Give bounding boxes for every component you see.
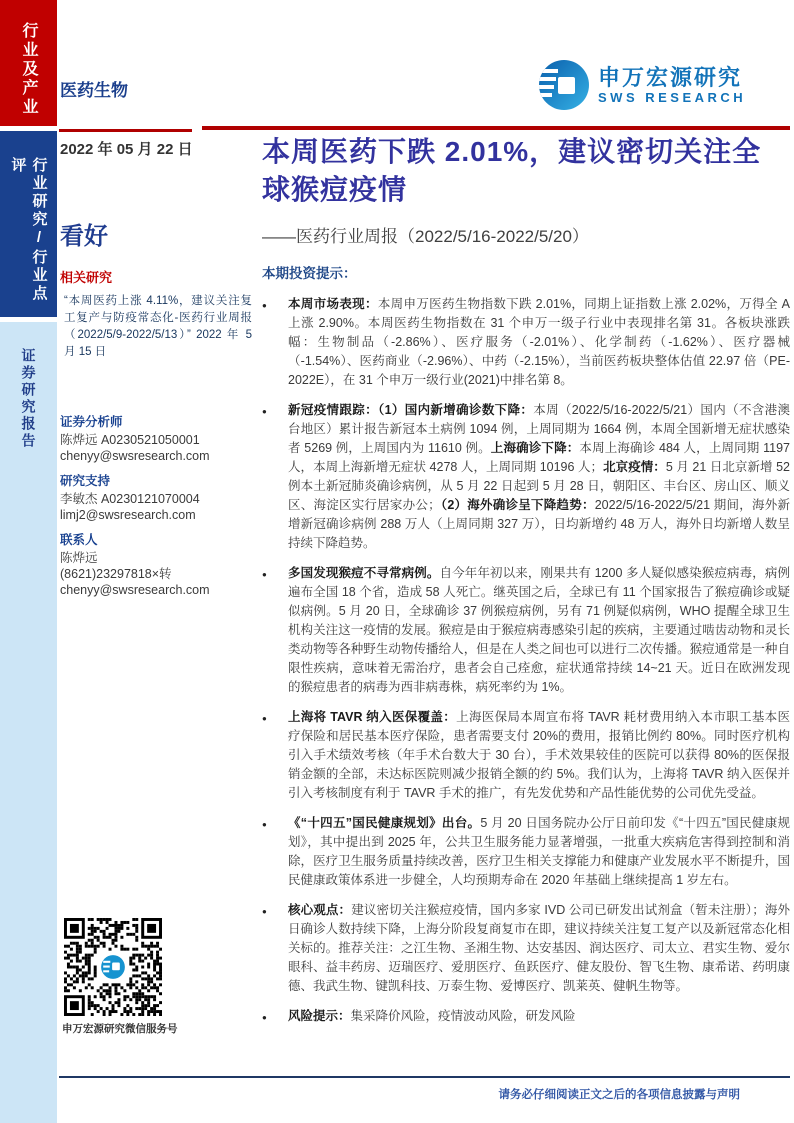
bullet-text: 《“十四五”国民健康规划》出台。5 月 20 日国务院办公厅日前印发《“十四五”国民健康规划》，其中提出到 2025 年，公共卫生服务能力显著增强，一批重大疾病危害得到控制和消除，医疗卫生服务质量持续改善，医疗卫生相关支撑能力和健康产业发展水平不断提升，国民健康政策体系进一步健全，人均预期寿命在 2020 年基础上继续提高 1 岁左右。 bbox=[288, 816, 790, 887]
bullet-item bbox=[262, 814, 790, 890]
report-title: 本周医药下跌 2.01%，建议密切关注全球猴痘疫情 bbox=[262, 136, 762, 205]
info-column bbox=[60, 216, 252, 605]
analyst-block bbox=[60, 412, 252, 464]
sws-logo-icon bbox=[538, 57, 590, 113]
bullet-dot-icon: ● bbox=[262, 407, 267, 416]
related-research-text: “本周医药上涨 4.11%，建议关注复工复产与防疫常态化-医药行业周报（2022/5/9-2022/5/13）” 2022 年 5 月 15 日 bbox=[64, 295, 252, 358]
sidebar-band-report-type bbox=[0, 322, 57, 1123]
analyst-header: 证券分析师 bbox=[60, 415, 123, 429]
contact-phone: (8621)23297818×转 bbox=[60, 567, 172, 581]
footer-disclaimer: 请务必仔细阅读正文之后的各项信息披露与声明 bbox=[498, 1089, 740, 1101]
bullet-dot-icon: ● bbox=[262, 714, 267, 723]
sws-logo-text bbox=[598, 66, 746, 105]
bullet-dot-icon: ● bbox=[262, 907, 267, 916]
wechat-qr-code bbox=[64, 918, 162, 1016]
bullet-item bbox=[262, 1007, 790, 1027]
sidebar-band-research-type-label: 行业研究/行业点评 bbox=[9, 157, 48, 303]
bullet-text: 本周市场表现：本周申万医药生物指数下跌 2.01%，同期上证指数上涨 2.02%，万得全 A 上涨 2.90%。本周医药生物指数在 31 个申万一级子行业中表现排名第 31。各板块涨跌幅：生物制品（-2.86%）、医疗服务（-2.01%）、化学制药（-1.62%）、医疗器械（-1.54%）、医药商业（-2.96%）、中药（-2.15%），当前医药板块整体估值 22.97 倍（PE-2022E），在 31 个申万一级行业(2021)中排名第 8。 bbox=[288, 297, 790, 387]
contact-header: 联系人 bbox=[60, 533, 98, 547]
bullet-text: 上海将 TAVR 纳入医保覆盖：上海医保局本周宣布将 TAVR 耗材费用纳入本市职工基本医疗保险和居民基本医疗保险，患者需要支付 20%的费用，报销比例约 80%。同时医疗机构引入手术绩效考核（年手术台数大于 30 台），手术效果较佳的医院可以获得 80%的医保报销金额的全部，未达标医院则减少报销全额的约 5%。我们认为，上海将 TAVR 纳入医保并引入考核制度有利于 TAVR 手术的推广，有先发优势和产品性能优势的公司优先受益。 bbox=[288, 710, 790, 800]
report-date: 2022 年 05 月 22 日 bbox=[60, 141, 193, 158]
support-name: 李敏杰 A0230121070004 bbox=[60, 492, 200, 506]
investment-tips-header: 本期投资提示： bbox=[262, 266, 357, 281]
bullet-item bbox=[262, 564, 790, 697]
bullet-item bbox=[262, 295, 790, 390]
support-header: 研究支持 bbox=[60, 474, 111, 488]
bullet-dot-icon: ● bbox=[262, 570, 267, 579]
sws-logo-cn: 申万宏源研究 bbox=[598, 64, 743, 90]
sidebar-band-industry bbox=[0, 0, 57, 126]
sidebar-band-industry-label: 行业及产业 bbox=[20, 22, 37, 117]
industry-category: 医药生物 bbox=[60, 81, 128, 100]
sws-logo bbox=[538, 57, 746, 113]
support-block bbox=[60, 471, 252, 523]
related-research-header: 相关研究 bbox=[60, 270, 113, 285]
bullet-text: 核心观点：建议密切关注猴痘疫情，国内多家 IVD 公司已研发出试剂盒（暂未注册）；海外日确诊人数持续下降，上海分阶段复商复市在即，建议持续关注复工复产以及新冠常态化相关标的。推荐关注：之江生物、圣湘生物、达安基因、润达医疗、司太立、君实生物、爱尔眼科、益丰药房、迈瑞医疗、爱朋医疗、鱼跃医疗、健友股份、智飞生物、康希诺、药明康德、我武生物、键凯科技、万泰生物、爱博医疗、凯莱英、健帆生物等。 bbox=[288, 903, 790, 993]
bullet-text: 新冠疫情跟踪：（1）国内新增确诊数下降：本周（2022/5/16-2022/5/21）国内（不含港澳台地区）累计报告新冠本土病例 1094 例，上周同期为 1664 例，本周全国新增无症状感染者 5269 例，上周国内为 11610 例。上海确诊下降：本周上海确诊 484 人，上周同期 1197 人，本周上海新增无症状 4278 人，上周同期 10196 人；北京疫情：5 月 21 日北京新增 52 例本土新冠肺炎确诊病例，从 5 月 22 日起到 5 月 28 日，朝阳区、丰台区、房山区、顺义区、海淀区实行居家办公；（2）海外确诊呈下降趋势：2022/5/16-2022/5/21 期间，海外新增新冠确诊病例 288 万人（上周同期 327 万），日均新增约 48 万人，海外日均新增人数呈持续下降趋势。 bbox=[288, 403, 791, 550]
bullet-text: 风险提示：集采降价风险，疫情波动风险，研发风险 bbox=[288, 1009, 576, 1023]
analyst-email: chenyy@swsresearch.com bbox=[60, 449, 210, 463]
bullet-item bbox=[262, 708, 790, 803]
bullet-text: 多国发现猴痘不寻常病例。自今年年初以来，刚果共有 1200 多人疑似感染猴痘病毒，病例遍布全国 18 个省，造成 58 人死亡。继英国之后，全球已有 11 个国家报告了猴痘确诊或疑似病例。5 月 20 日，全球确诊 37 例猴痘病例，另有 71 例疑似病例，WHO 提醒全球卫生机构关注这一疫情的发展。猴痘是由于猴痘病毒感染引起的疾病，主要通过啮齿动物和灵长类动物等各种野生动物传播给人，但是在人类之间也可以进行二次传播。猴痘通常是一种自限性疾病，意味着无需治疗，患者会自己痊愈，症状通常持续 14~21 天。近日在欧洲发现的猴痘患者的病毒为西非病毒株，病死率约为 1%。 bbox=[288, 566, 790, 694]
bullet-item bbox=[262, 901, 790, 996]
sidebar-band-report-type-label: 证券研究报告 bbox=[20, 348, 37, 450]
support-email: limj2@swsresearch.com bbox=[60, 508, 196, 522]
sws-logo-en: SWS RESEARCH bbox=[598, 89, 747, 105]
sidebar-band-research-type bbox=[0, 131, 57, 317]
red-rule-left bbox=[59, 129, 192, 132]
bullet-dot-icon: ● bbox=[262, 301, 267, 310]
qr-caption: 申万宏源研究微信服务号 bbox=[62, 1023, 178, 1035]
contact-block bbox=[60, 530, 252, 598]
bullet-dot-icon: ● bbox=[262, 820, 267, 829]
contact-name: 陈烨远 bbox=[60, 551, 98, 565]
analyst-name: 陈烨远 A0230521050001 bbox=[60, 433, 200, 447]
rating-label: 看好 bbox=[60, 223, 108, 250]
report-subtitle: ——医药行业周报（2022/5/16-2022/5/20） bbox=[262, 227, 589, 246]
bullet-dot-icon: ● bbox=[262, 1013, 267, 1022]
contact-email: chenyy@swsresearch.com bbox=[60, 583, 210, 597]
footer-rule bbox=[59, 1076, 790, 1078]
main-column bbox=[262, 262, 790, 1038]
red-rule-right bbox=[202, 126, 790, 130]
bullet-list bbox=[262, 295, 790, 1027]
bullet-item bbox=[262, 401, 790, 553]
